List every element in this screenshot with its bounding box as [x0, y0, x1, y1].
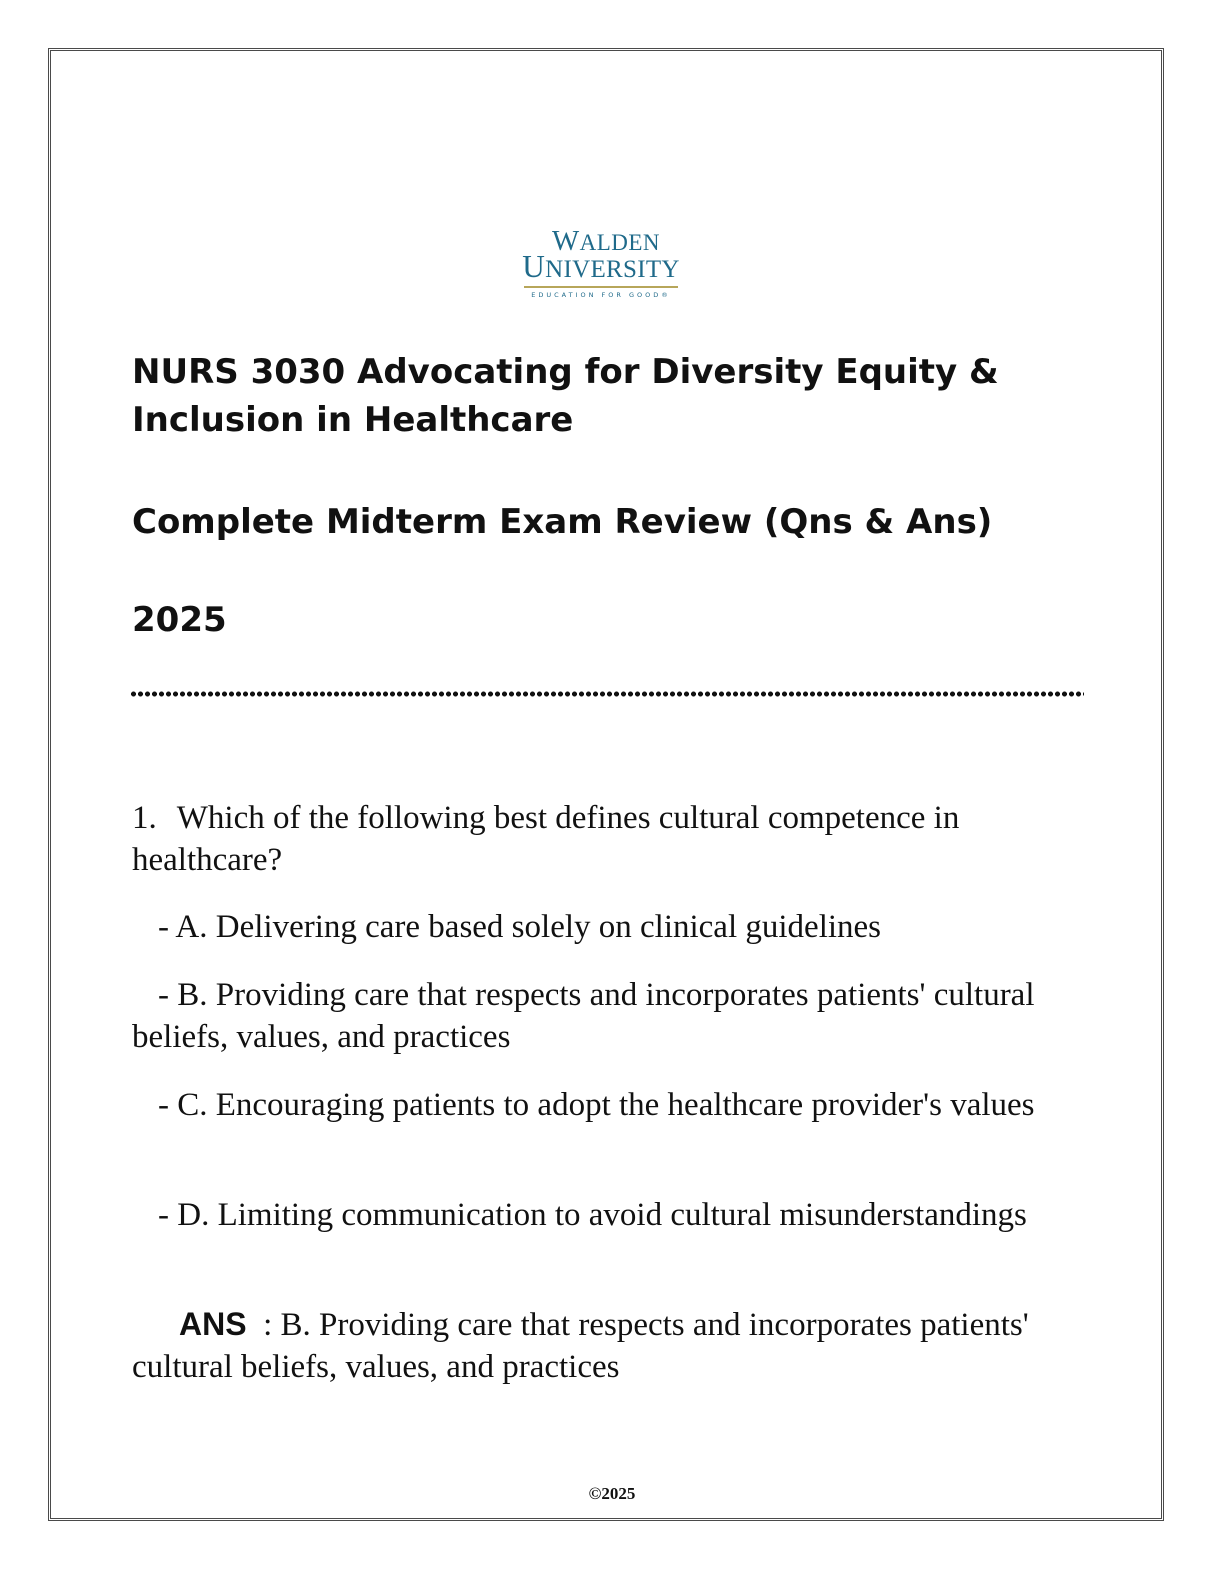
footer-copyright: ©2025: [588, 1484, 636, 1503]
walden-university-logo: [520, 225, 682, 300]
dotted-divider: [130, 691, 1084, 697]
document-title: NURS 3030 Advocating for Diversity Equity & Inclusion in Healthcare: [132, 352, 999, 440]
option-a: - A. Delivering care based solely on clinical guidelines: [158, 909, 882, 945]
logo-line-walden: WALDEN: [551, 225, 661, 257]
question-1: [132, 797, 1052, 881]
logo-line-university: UNIVERSITY: [522, 249, 680, 284]
document-year: 2025: [132, 600, 227, 640]
question-number: 1.: [132, 800, 157, 836]
option-c: - C. Encouraging patients to adopt the healthcare provider's values: [158, 1087, 1035, 1123]
question-text: Which of the following best defines cultural competence in healthcare?: [132, 800, 960, 878]
logo-tagline: EDUCATION FOR GOOD®: [531, 291, 671, 299]
answer-label: ANS: [179, 1306, 247, 1342]
logo-rule: [524, 286, 678, 288]
document-subtitle: Complete Midterm Exam Review (Qns & Ans): [132, 502, 993, 542]
option-b: - B. Providing care that respects and incorporates patients' cultural beliefs, values, and practices: [132, 977, 1035, 1055]
answer: [132, 1303, 1052, 1388]
answer-text: : B. Providing care that respects and incorporates patients' cultural beliefs, values, and practices: [132, 1307, 1029, 1385]
option-d: - D. Limiting communication to avoid cultural misunderstandings: [158, 1197, 1027, 1233]
